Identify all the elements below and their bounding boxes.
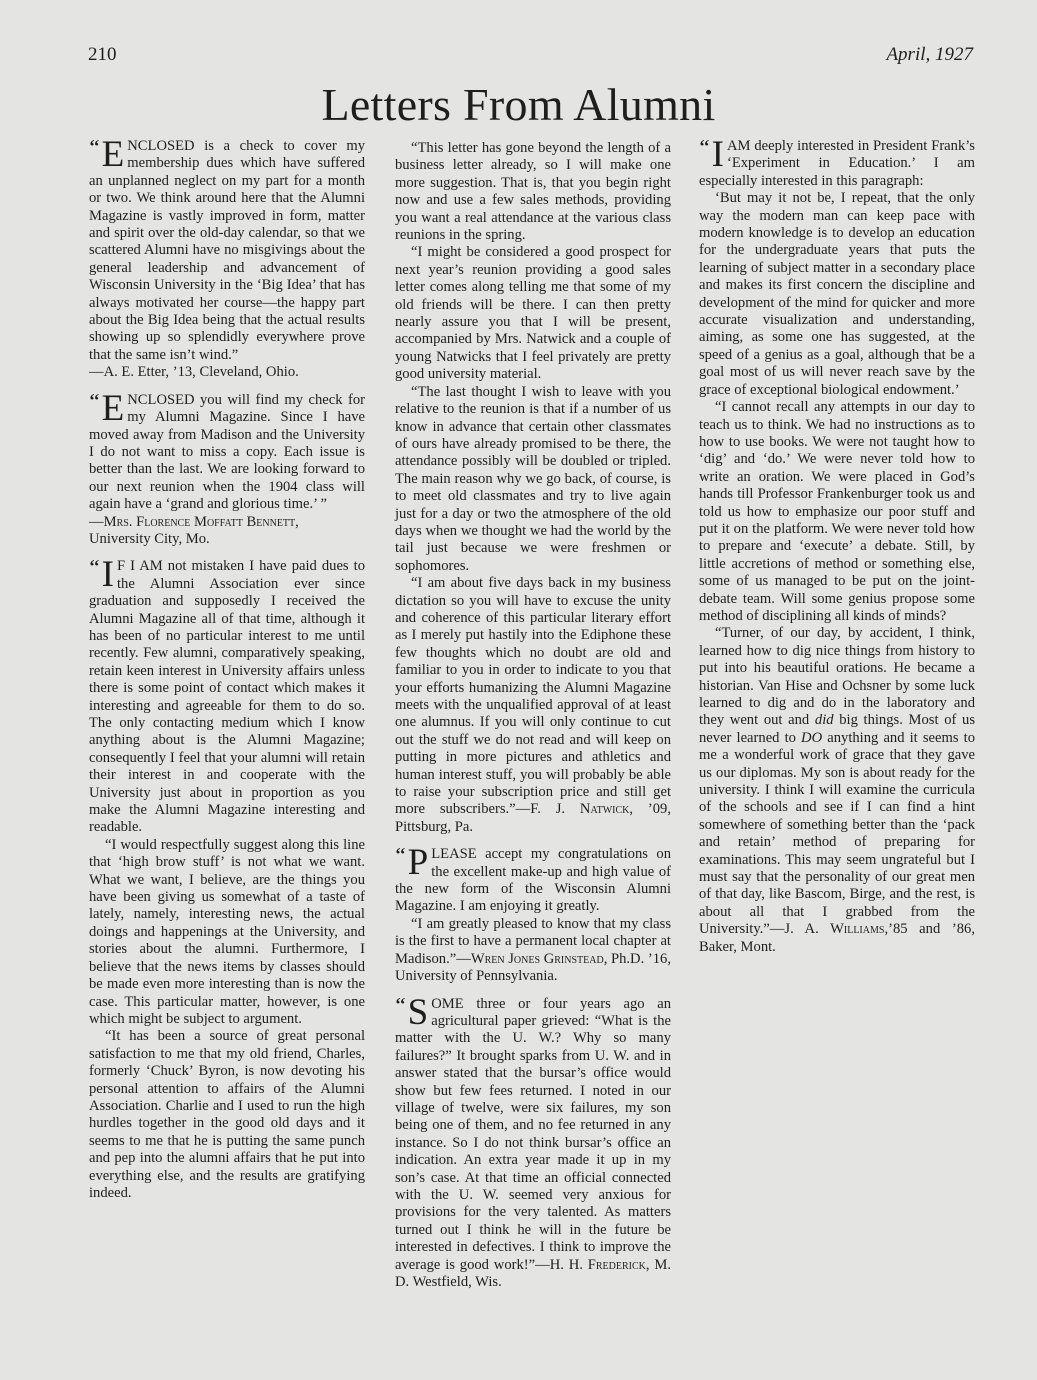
letter-etter [89,134,365,382]
letter-text: big things. Most of us never learned to [699,712,976,746]
issue-date: April, 1927 [886,44,973,65]
letter-text: AM deeply interested in President Frank’s ‘Experiment in Education.’ I am especially interested in this paragraph: [699,138,975,189]
drop-cap: E [101,134,125,175]
letter-paragraph: ‘But may it not be, I repeat, that the only way the modern man can keep pace with modern knowledge is to develop an education for the undergraduate years that puts the learning of subject matter in a secondary place and makes its first concern the discipline and development of the mind for quicker and more accurate visualization and understanding, aiming, as some one has suggested, at the speed of a genius as a goal, although that be a goal most of us will never reach save by the grace of exceptional biological endowment.’ [699,190,975,398]
letter-text: “Turner, of our day, by accident, I think, learned how to dig nice things from history to put into his beautiful orations. He became a historian. Van Hise and Ochsner by some luck learned to dig and do in the laboratory and they went out and [699,625,975,729]
signature-name: F. J. Natwick [530,801,630,818]
letter-paragraph: “This letter has gone beyond the length of a business letter already, so I will make one more suggestion. That is, that you begin right now and use a few sales methods, providing you want a real attendance at the various class reunions in the spring. [395,140,671,244]
open-quote: ‘‘ [89,136,100,156]
signature-name: Wren Jones Grinstead [470,950,604,967]
letter-paragraph [89,554,365,837]
signature-dash: — [89,513,104,530]
signature-place: , M. D. Westfield, Wis. [395,1256,671,1290]
signature-place: University City, Mo. [89,530,210,547]
letter-text: LEASE accept my congratulations on the excellent make-up and high value of the new form of the Wisconsin Alumni Magazine. I am enjoying it greatly. [395,846,671,915]
signature-name: J. A. Williams [784,921,885,938]
column-1 [89,134,365,1212]
drop-cap: E [101,387,125,429]
page-title: Letters From Alumni [321,79,716,130]
drop-cap: P [407,842,429,884]
letter-paragraph [395,575,671,836]
open-quote: ‘‘ [89,389,100,410]
open-quote: ‘‘ [89,556,100,577]
letter-frederick [395,991,671,1292]
letter-text: anything and it seems to me a wonderful work of grace that they gave us our diplomas. My son is about ready for the university. I think I will examine the curricula of the schools and see if I can find a hint somewhere of something better than the ‘pack and retain’ method of preparing for examinations. This may seem ungrateful but I must say that the personality of our great men of that day, like Bascom, Birge, and the rest, is about all that I grabbed from the University.”— [699,729,975,938]
letter-paragraph: “It has been a source of great personal satisfaction to me that my old friend, Charles, formerly ‘Chuck’ Byron, is now devoting his personal attention to affairs of the Alumni Association. Charlie and I used to run the high hurdles together in the good old days and it seems to me that he is putting the same punch and pep into the alumni affairs that he put into everything else, and the results are gratifying indeed. [89,1028,365,1201]
column-3-content [699,134,976,966]
signature: —A. E. Etter, ’13, Cleveland, Ohio. [89,364,299,381]
drop-cap: I [711,134,724,175]
letter-text: NCLOSED you will find my check for my Alumni Magazine. Since I have moved away from Madison and the University I do not want to miss a copy. Each issue is better than the last. We are looking forward to our next reunion when the 1904 class will again have a ‘grand and glorious time.’ ” [89,391,365,513]
page-number: 210 [88,44,117,65]
emphasis: did [814,712,834,729]
letter-text: OME three or four years ago an agricultural paper grieved: “What is the matter with the U. W.? Why so many failures?” It brought sparks from U. W. and in answer stated that the bursar’s office would show but few fees returned. I noted in our village of twelve, were six failures, my son being one of them, and no fee returned in any instance. So I do not think bursar’s office an indication. An extra year made it up in my son’s case. At that time an official connected with the U. W. seemed very anxious for provisions for the very talented. As matters turned out I think he will in the future be interested in defectives. I think to improve the average is good work!”— [395,995,671,1273]
drop-cap: I [101,554,114,596]
letter-williams [699,134,976,956]
letter-paragraph [89,387,365,514]
letter-paragraph: “I might be considered a good prospect for next year’s reunion providing a good sales letter comes along telling me that some of my old friends will be there. I can then pretty nearly assure you that I will be present, accompanied by Mrs. Natwick and a couple of young Natwicks that I feel privately are pretty good university material. [395,244,671,383]
signature-place: , Ph.D. ’16, University of Pennsylvania. [395,950,671,985]
letter-text: “I am about five days back in my business dictation so you will have to excuse the unity and coherence of this particular literary effort as I merely put hastily into the Ediphone these few thoughts which no doubt are old and familiar to you in order to indicate to you that your efforts humanizing the Alumni Magazine meets with the unqualified approval of at least one alumnus. If you will only continue to cut out the stuff we do not read and will keep on putting in more pictures and athletics and human interest stuff, you will probably be able to raise your subscription price and still get more subscribers.”— [395,575,671,818]
drop-cap: S [407,991,429,1033]
letter-paragraph [699,625,975,956]
column-2 [395,140,671,1301]
emphasis: DO [801,729,823,746]
letter-paragraph: “The last thought I wish to leave with you relative to the reunion is that if a number of us know in advance that certain other classmates of ours have already promised to be there, the attendance possibly will be doubled or tripled. The main reason why we go back, of course, is to meet old classmates and try to live again just for a day or two the atmosphere of the old days when we thought we had the world by the tail just because we were freshmen or sophomores. [395,383,671,574]
letter-paragraph [89,134,365,364]
letter-paragraph [699,134,975,190]
letter-text: NCLOSED is a check to cover my membership dues which have suffered an unplanned neglect on my part for a month or two. We think around here that the Alumni Magazine is vastly improved in form, matter and spirit over the old-day calendar, so that we scattered Alumni have no misgivings about the general leadership and advancement of Wisconsin University in the ‘Big Idea’ that has always motivated her course—the happy part about the Big Idea being that the actual results showing up so splendidly everywhere prove that the same isn’t wind.” [89,138,365,363]
signature-place: ,’85 and ’86, Baker, Mont. [699,921,975,955]
letter-paragraph [395,842,671,916]
letter-natwick [89,554,365,1202]
letter-paragraph: “I would respectfully suggest along this line that ‘high brow stuff’ is not what we want. What we want, I believe, are the things you have been giving us somewhat of a taste of lately, namely, interesting news, the actual doings and happenings at the University, and stories about the alumni. Furthermore, I believe that the news items by classes should be made even more interesting than is now the case. This particular matter, however, is one which might be subject to argument. [89,836,365,1027]
letter-bennett [89,387,365,549]
letter-paragraph [395,991,671,1292]
letter-text: “I am greatly pleased to know that my class is the first to have a permanent local chapter at Madison.”— [395,915,671,967]
letter-natwick-cont [395,140,671,836]
open-quote: ‘‘ [699,136,710,156]
signature-place: , ’09, Pittsburg, Pa. [395,801,671,835]
letter-paragraph: “I cannot recall any attempts in our day to teach us to think. We had no instructions as to how to use books. We were not taught how to ‘dig’ and ‘do.’ We were never told how to write an oration. We were placed in God’s hands till Professor Frankenburger took us and told us how to emphasize our poor stuff and put it on the platform. We were never told how to prepare and ‘execute’ a debate. Still, by little accretions of method or something else, some of us managed to be put on the joint-debate team. Will some genius propose some method of disciplining all kinds of minds? [699,399,975,624]
letter-grinstead [395,842,671,985]
signature-name: Mrs. Florence Moffatt Bennett, [103,513,299,530]
signature-name: H. H. Frederick [549,1256,646,1273]
letter-paragraph [395,916,671,986]
letter-text: F I AM not mistaken I have paid dues to the Alumni Association ever since graduation and supposedly I received the Alumni Magazine all of that time, although it has been of no particular interest to me until recently. Few alumni, comparatively speaking, retain keen interest in University affairs unless there is some point of contact which makes it interesting and agreeable for them to do so. The only contacting medium which I know anything about is the Alumni Magazine; consequently I feel that your alumni will retain their interest in and cooperate with the University just about in proportion as you make the Alumni Magazine interesting and readable. [89,558,365,836]
open-quote: ‘‘ [395,993,406,1014]
open-quote: ‘‘ [395,844,406,865]
signature [89,514,365,549]
